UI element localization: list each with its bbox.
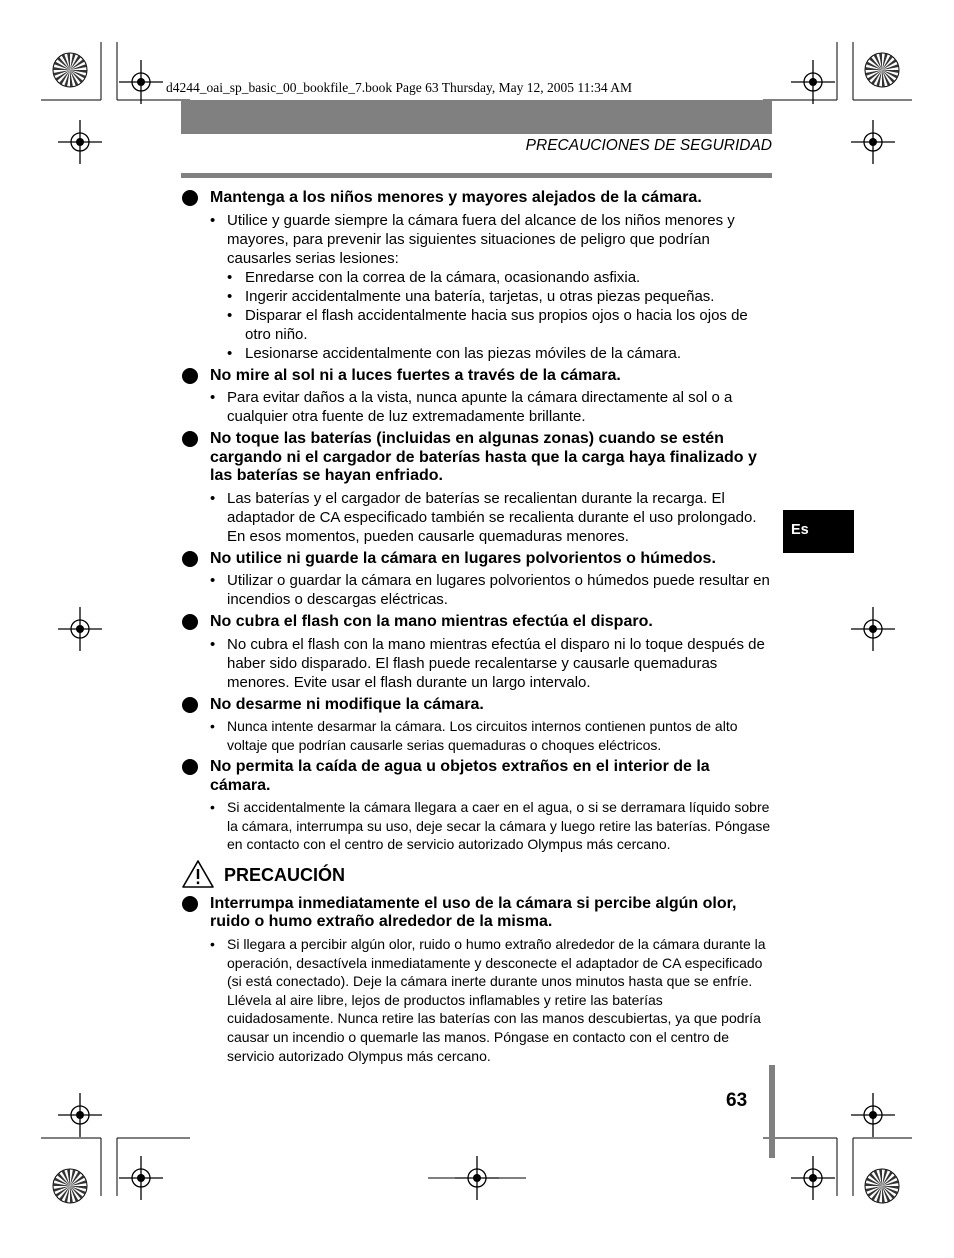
starburst-wheel-icon — [52, 1168, 88, 1204]
language-tab: Es — [783, 510, 854, 553]
crosshair-circle-icon — [455, 1156, 499, 1200]
crosshair-circle-icon — [119, 1156, 163, 1200]
crosshair-circle-icon — [791, 1156, 835, 1200]
item-title: Mantenga a los niños menores y mayores alejados de la cámara. — [210, 189, 702, 206]
header-rule — [181, 173, 772, 178]
crosshair-circle-icon — [119, 60, 163, 104]
item-title: No utilice ni guarde la cámara en lugares polvorientos o húmedos. — [210, 549, 716, 567]
starburst-wheel-icon — [864, 1168, 900, 1204]
caution-label: PRECAUCIÓN — [224, 864, 346, 885]
item-text: Utilice y guarde siempre la cámara fuera del alcance de los niños menores y mayores, para prevenir las siguientes situaciones de peligro que podrían causarles serias lesiones: — [227, 211, 735, 267]
bullet-icon — [182, 368, 198, 384]
item-text: No cubra el flash con la mano mientras efectúa el disparo ni lo toque después de haber sido disparado. El flash puede recalentarse y causarle quemaduras menores. Evite usar el flash durante un largo intervalo. — [227, 635, 765, 691]
item-title: No permita la caída de agua u objetos extraños en el interior de la cámara. — [210, 758, 710, 794]
starburst-wheel-icon — [864, 52, 900, 88]
bullet-icon — [182, 190, 198, 206]
item-title: No toque las baterías (incluidas en algunas zonas) cuando se estén cargando ni el cargador de baterías hasta que la carga haya finalizado y las baterías se hayan enfriado. — [210, 430, 757, 484]
warning-triangle-icon — [181, 859, 215, 889]
page-content — [181, 189, 773, 1069]
bullet-icon — [182, 759, 198, 775]
item-text: Utilizar o guardar la cámara en lugares polvorientos o húmedos puede resultar en incendios o descargas eléctricas. — [227, 572, 770, 608]
item-text: Si accidentalmente la cámara llegara a caer en el agua, o si se derramara líquido sobre la cámara, interrumpa su uso, deje secar la cámara y luego retire las baterías. Póngase en contacto con el centro de servicio autorizado Olympus más cercano. — [227, 799, 771, 853]
list-item: No mire al sol ni a luces fuertes a través de la cámara. • Para evitar daños a la vista, nunca apunte la cámara directamente al sol o a cualquier otra fuente de luz extremadamente brillante. — [181, 367, 773, 427]
crosshair-circle-icon — [58, 120, 102, 164]
sub-item: Ingerir accidentalmente una batería, tarjetas, u otras piezas pequeñas. — [245, 287, 715, 305]
bullet-icon — [182, 896, 198, 912]
list-item: No permita la caída de agua u objetos extraños en el interior de la cámara. • Si accidentalmente la cámara llegara a caer en el agua, o si se derramara líquido sobre la cámara, interrumpa su uso, deje secar la cámara y luego retire las baterías. Póngase en contacto con el centro de servicio autorizado Olympus más cercano. — [181, 758, 773, 854]
starburst-wheel-icon — [52, 52, 88, 88]
file-info-header: d4244_oai_sp_basic_00_bookfile_7.book Page 63 Thursday, May 12, 2005 11:34 AM — [166, 80, 632, 95]
item-text: Nunca intente desarmar la cámara. Los circuitos internos contienen puntos de alto voltaje que podrían causarle serias quemaduras o choques eléctricos. — [227, 718, 738, 753]
crosshair-circle-icon — [58, 607, 102, 651]
list-item: Interrumpa inmediatamente el uso de la cámara si percibe algún olor, ruido o humo extraño alrededor de la misma. • Si llegara a percibir algún olor, ruido o humo extraño alrededor de la cámara durante la operación, desactívela inmediatamente y desconecte el adaptador de CA especificado (si está conectado). Deje la cámara inerte durante unos minutos hasta que se enfríe. Llévela al aire libre, lejos de productos inflamables y retire las baterías cuidadosamente. Nunca retire las baterías con las manos descubiertas, ya que podría causar un incendio o quemarle las manos. Póngase en contacto con el centro de servicio autorizado Olympus más cercano. — [181, 895, 773, 1065]
item-title: Interrumpa inmediatamente el uso de la cámara si percibe algún olor, ruido o humo extraño alrededor de la misma. — [210, 894, 737, 931]
crosshair-circle-icon — [58, 1093, 102, 1137]
item-title: No cubra el flash con la mano mientras efectúa el disparo. — [210, 613, 653, 630]
item-title: No desarme ni modifique la cámara. — [210, 695, 484, 713]
page-number: 63 — [726, 1090, 748, 1111]
item-text: Las baterías y el cargador de baterías se recalientan durante la recarga. El adaptador de CA especificado también se recalienta durante el uso prolongado. En esos momentos, pueden causarle quemaduras menores. — [227, 489, 757, 545]
bullet-icon — [182, 431, 198, 447]
crosshair-circle-icon — [851, 120, 895, 164]
section-title: PRECAUCIONES DE SEGURIDAD — [525, 137, 772, 154]
item-title: No mire al sol ni a luces fuertes a través de la cámara. — [210, 366, 621, 384]
list-item: No cubra el flash con la mano mientras efectúa el disparo. • No cubra el flash con la mano mientras efectúa el disparo ni lo toque después de haber sido disparado. El flash puede recalentarse y causarle quemaduras menores. Evite usar el flash durante un largo intervalo. — [181, 613, 773, 692]
bullet-icon — [182, 551, 198, 567]
crosshair-circle-icon — [791, 60, 835, 104]
header-gray-bar — [181, 100, 772, 134]
bullet-icon — [182, 697, 198, 713]
sub-item: Enredarse con la correa de la cámara, ocasionando asfixia. — [245, 268, 641, 286]
list-item: No utilice ni guarde la cámara en lugares polvorientos o húmedos. • Utilizar o guardar la cámara en lugares polvorientos o húmedos puede resultar en incendios o descargas eléctricas. — [181, 550, 773, 610]
item-text: Si llegara a percibir algún olor, ruido o humo extraño alrededor de la cámara durante la operación, desactívela inmediatamente y desconecte el adaptador de CA especificado (si está conectado). Deje la cámara inerte durante unos minutos hasta que se enfríe. Llévela al aire libre, lejos de productos inflamables y retire las baterías cuidadosamente. Nunca retire las baterías con las manos descubiertas, ya que podría causar un incendio o quemarle las manos. Póngase en contacto con el centro de servicio autorizado Olympus más cercano. — [227, 935, 766, 1064]
list-item: No toque las baterías (incluidas en algunas zonas) cuando se estén cargando ni el cargador de baterías hasta que la carga haya finalizado y las baterías se hayan enfriado. • Las baterías y el cargador de baterías se recalientan durante la recarga. El adaptador de CA especificado también se recalienta durante el uso prolongado. En esos momentos, pueden causarle quemaduras menores. — [181, 430, 773, 546]
bullet-icon — [182, 614, 198, 630]
crosshair-circle-icon — [851, 1093, 895, 1137]
item-text: Para evitar daños a la vista, nunca apunte la cámara directamente al sol o a cualquier otra fuente de luz extremadamente brillante. — [227, 389, 733, 425]
sub-item: Disparar el flash accidentalmente hacia sus propios ojos o hacia los ojos de otro niño. — [245, 306, 748, 343]
page-number-bar — [769, 1065, 775, 1158]
sub-item: Lesionarse accidentalmente con las piezas móviles de la cámara. — [245, 344, 682, 362]
list-item: Mantenga a los niños menores y mayores alejados de la cámara. • Utilice y guarde siempre la cámara fuera del alcance de los niños menores y mayores, para prevenir las siguientes situaciones de peligro que podrían causarles serias lesiones: • Enredarse con la correa de la cámara, ocasionando asfixia. • Ingerir accidentalmente una batería, tarjetas, u otras piezas pequeñas. • Disparar el flash accidentalmente hacia sus propios ojos o hacia los ojos de otro niño. • Lesionarse accidentalmente con las piezas móviles de la cámara. — [181, 189, 773, 363]
crosshair-circle-icon — [851, 607, 895, 651]
list-item: No desarme ni modifique la cámara. • Nunca intente desarmar la cámara. Los circuitos internos contienen puntos de alto voltaje que podrían causarle serias quemaduras o choques eléctricos. — [181, 696, 773, 755]
caution-heading — [181, 863, 773, 893]
